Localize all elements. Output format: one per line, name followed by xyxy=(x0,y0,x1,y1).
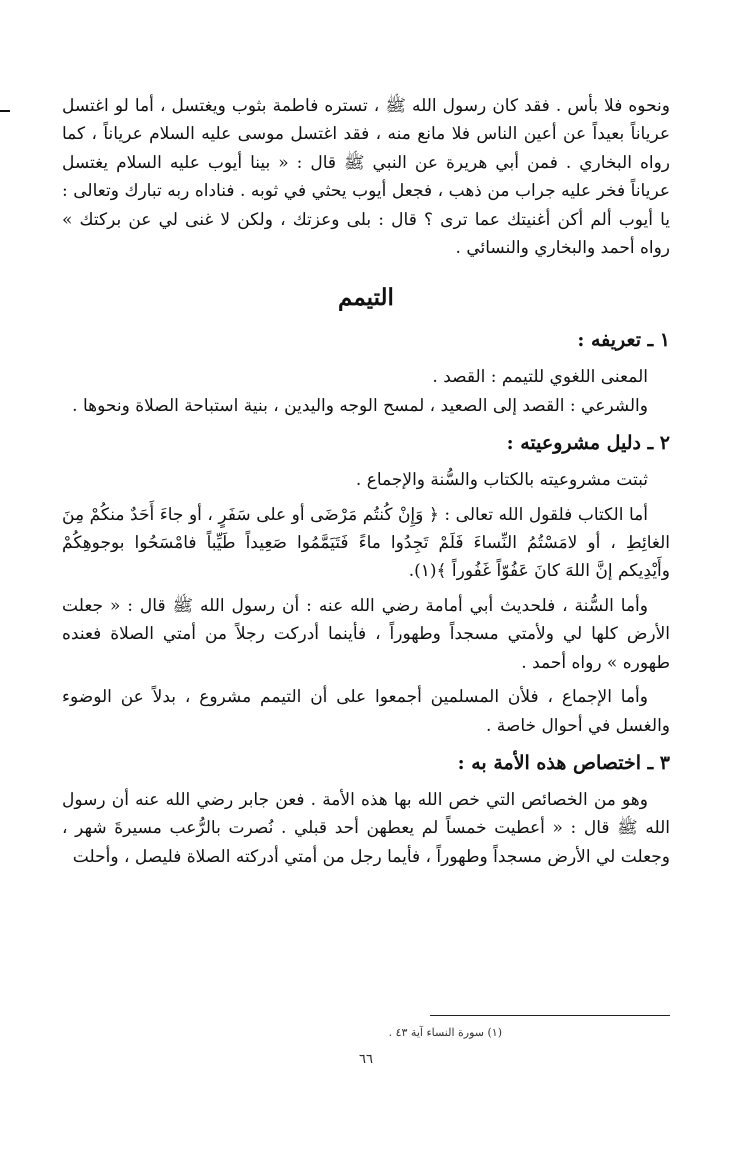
opening-paragraph: ونحوه فلا بأس . فقد كان رسول الله ﷺ ، تستره فاطمة بثوب ويغتسل ، أما لو اغتسل عرياناً بعيداً عن أعين الناس فلا مانع منه ، فقد اغتسل موسى عليه السلام عرياناً ، كما رواه البخاري . فمن أبي هريرة عن النبي ﷺ قال : « بينا أيوب عليه السلام يغتسل عرياناً فخر عليه جراب من ذهب ، فجعل أيوب يحثي في ثوبه . فناداه ربه تبارك وتعالى : يا أيوب ألم أكن أغنيتك عما ترى ؟ قال : بلى وعزتك ، ولكن لا غنى لي عن بركتك » رواه أحمد والبخاري والنسائي . xyxy=(62,96,670,259)
paragraph: وأما السُّنة ، فلحديث أبي أمامة رضي الله عنه : أن رسول الله ﷺ قال : « جعلت الأرض كلها لي ولأمتي مسجداً وطهوراً ، فأينما أدركت رجلاً من أمتي الصلاة فعنده طهوره » رواه أحمد . xyxy=(62,595,670,673)
section-heading: ٣ ـ اختصاص هذه الأمة به : xyxy=(457,751,670,774)
footnote: (١) سورة النساء آية ٤٣ . xyxy=(388,1026,502,1039)
paragraph: وأما الإجماع ، فلأن المسلمين أجمعوا على أن التيمم مشروع ، بدلاً عن الوضوء والغسل في أحوال خاصة . xyxy=(62,687,670,736)
section-definition xyxy=(62,325,670,420)
paragraph: ثبتت مشروعيته بالكتاب والسُّنة والإجماع . xyxy=(355,470,648,491)
paragraph: وهو من الخصائص التي خص الله بها هذه الأمة . فعن جابر رضي الله عنه أن رسول الله ﷺ قال : « أعطيت خمساً لم يعطهن أحد قبلي . نُصرت بالرُّعب مسيرةَ شهر ، وجعلت لي الأرض مسجداً وطهوراً ، فأيما رجل من أمتي أدركته الصلاة فليصل ، وأحلت xyxy=(62,789,670,867)
paragraph: المعنى اللغوي للتيمم : القصد . xyxy=(432,367,648,388)
footnote-divider xyxy=(430,1015,670,1016)
page-number: ٦٦ xyxy=(359,1052,373,1067)
margin-mark xyxy=(0,110,10,112)
paragraph: أما الكتاب فلقول الله تعالى : ﴿ وَإِنْ كُنتُم مَرْضَى أو على سَفَرٍ ، أو جاءَ أَحَدٌ منكُمْ مِنَ الغائِطِ ، أو لامَسْتُمُ النِّساءَ فَلَمْ تَجِدُوا ماءً فَتَيَمَّمُوا صَعِيداً طَيِّباً فامْسَحُوا بوجوهِكُمْ وأَيْدِيكم إنَّ اللهَ كانَ عَفُوّاً غَفُوراً ﴾(١). xyxy=(62,504,670,582)
page-body xyxy=(62,92,670,871)
section-exclusivity xyxy=(62,748,670,871)
section-heading: ١ ـ تعريفه : xyxy=(577,329,670,352)
section-heading: ٢ ـ دليل مشروعيته : xyxy=(506,432,670,455)
section-legitimacy xyxy=(62,428,670,740)
chapter-title: التيمم xyxy=(338,284,394,312)
paragraph: والشرعي : القصد إلى الصعيد ، لمسح الوجه واليدين ، بنية استباحة الصلاة ونحوها . xyxy=(72,395,648,416)
